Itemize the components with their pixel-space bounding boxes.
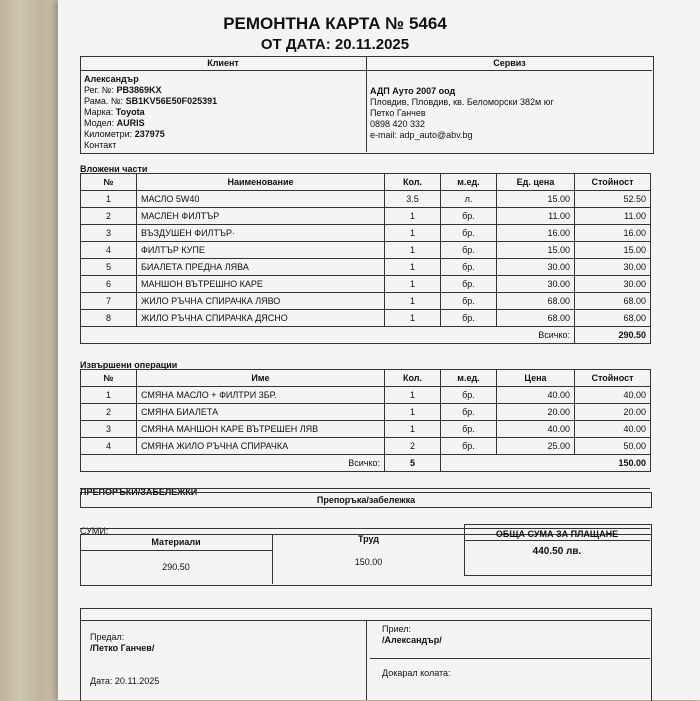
received-block xyxy=(382,624,442,646)
col-header: Наименование xyxy=(137,174,385,191)
row-name: ЖИЛО РЪЧНА СПИРАЧКА ДЯСНО xyxy=(137,310,385,327)
ops-table xyxy=(80,369,651,472)
service-person: Петко Ганчев xyxy=(370,108,426,118)
row-total: 15.00 xyxy=(575,242,651,259)
row-number: 3 xyxy=(81,421,137,438)
row-qty: 1 xyxy=(385,293,441,310)
col-header: Цена xyxy=(497,370,575,387)
handed-label: Предал: xyxy=(90,632,125,642)
row-unit: бр. xyxy=(441,421,497,438)
row-number: 5 xyxy=(81,259,137,276)
table-row xyxy=(81,276,651,293)
sums-section-title: СУМИ: xyxy=(80,526,109,536)
client-reg: Рег. №: PB3869KX xyxy=(84,85,162,95)
row-unit: бр. xyxy=(441,293,497,310)
row-name: СМЯНА МАСЛО + ФИЛТРИ 3БР. xyxy=(137,387,385,404)
row-name: СМЯНА МАНШОН КАРЕ ВЪТРЕШЕН ЛЯВ xyxy=(137,421,385,438)
row-unit: бр. xyxy=(441,387,497,404)
row-price: 15.00 xyxy=(497,191,575,208)
ops-total-value: 150.00 xyxy=(441,455,651,472)
row-name: МАСЛЕН ФИЛТЪР xyxy=(137,208,385,225)
row-number: 7 xyxy=(81,293,137,310)
ops-total-row xyxy=(81,455,651,472)
notes-header: Препоръка/забележка xyxy=(80,492,652,508)
client-brand: Марка: Toyota xyxy=(84,107,145,117)
row-name: ФИЛТЪР КУПЕ xyxy=(137,242,385,259)
signatures-rule xyxy=(80,620,650,621)
row-price: 20.00 xyxy=(497,404,575,421)
client-header: Клиент xyxy=(80,56,367,71)
table-row xyxy=(81,421,651,438)
row-price: 68.00 xyxy=(497,293,575,310)
row-total: 16.00 xyxy=(575,225,651,242)
row-number: 4 xyxy=(81,242,137,259)
client-name: Александър xyxy=(84,74,139,84)
col-header: Кол. xyxy=(385,370,441,387)
row-total: 40.00 xyxy=(575,421,651,438)
client-km: Километри: 237975 xyxy=(84,129,165,139)
row-unit: бр. xyxy=(441,310,497,327)
ops-section-title: Извършени операции xyxy=(80,360,178,370)
col-header: м.ед. xyxy=(441,370,497,387)
service-details xyxy=(370,86,554,141)
col-header: Стойност xyxy=(575,174,651,191)
received-label: Приел: xyxy=(382,624,411,634)
parts-section-title: Вложени части xyxy=(80,164,148,174)
notes-section-title: ПРЕПОРЪКИ/ЗАБЕЛЕЖКИ xyxy=(80,487,198,497)
row-qty: 1 xyxy=(385,208,441,225)
row-qty: 1 xyxy=(385,421,441,438)
row-qty: 3.5 xyxy=(385,191,441,208)
row-price: 11.00 xyxy=(497,208,575,225)
signatures-divider xyxy=(366,620,367,700)
col-header: Име xyxy=(137,370,385,387)
row-unit: л. xyxy=(441,191,497,208)
row-name: ЖИЛО РЪЧНА СПИРАЧКА ЛЯВО xyxy=(137,293,385,310)
row-number: 3 xyxy=(81,225,137,242)
row-total: 20.00 xyxy=(575,404,651,421)
ops-total-qty: 5 xyxy=(385,455,441,472)
document-title: РЕМОНТНА КАРТА № 5464 xyxy=(223,14,447,33)
table-row xyxy=(81,438,651,455)
row-price: 16.00 xyxy=(497,225,575,242)
document-date: ОТ ДАТА: 20.11.2025 xyxy=(260,36,410,53)
row-unit: бр. xyxy=(441,404,497,421)
parts-table xyxy=(80,173,651,344)
row-unit: бр. xyxy=(441,208,497,225)
col-header: Кол. xyxy=(385,174,441,191)
date-label: Дата: 20.11.2025 xyxy=(90,676,160,686)
row-qty: 1 xyxy=(385,242,441,259)
materials-value: 290.50 xyxy=(162,562,190,572)
grand-total-label: ОБЩА СУМА ЗА ПЛАЩАНЕ xyxy=(464,528,650,541)
row-name: МАСЛО 5W40 xyxy=(137,191,385,208)
row-price: 40.00 xyxy=(497,387,575,404)
row-unit: бр. xyxy=(441,438,497,455)
row-qty: 1 xyxy=(385,404,441,421)
handed-block xyxy=(90,632,154,654)
parts-total-label: Всичко: xyxy=(81,327,575,344)
row-qty: 1 xyxy=(385,310,441,327)
client-frame: Рама. №: SB1KV56E50F025391 xyxy=(84,96,218,106)
row-number: 6 xyxy=(81,276,137,293)
col-header: Стойност xyxy=(575,370,651,387)
row-name: СМЯНА ЖИЛО РЪЧНА СПИРАЧКА xyxy=(137,438,385,455)
service-name: АДП Ауто 2007 оод xyxy=(370,86,456,96)
table-row xyxy=(81,225,651,242)
materials-label: Материали xyxy=(80,534,272,551)
delivered-label: Докарал колата: xyxy=(382,668,451,678)
row-qty: 1 xyxy=(385,387,441,404)
received-name: /Александър/ xyxy=(382,635,442,645)
table-row xyxy=(81,404,651,421)
col-header: № xyxy=(81,370,137,387)
row-number: 1 xyxy=(81,191,137,208)
ops-total-label: Всичко: xyxy=(81,455,385,472)
ops-header-row xyxy=(81,370,651,387)
row-unit: бр. xyxy=(441,225,497,242)
row-price: 15.00 xyxy=(497,242,575,259)
row-total: 68.00 xyxy=(575,293,651,310)
row-total: 11.00 xyxy=(575,208,651,225)
service-header: Сервиз xyxy=(367,56,652,71)
row-price: 68.00 xyxy=(497,310,575,327)
col-header: м.ед. xyxy=(441,174,497,191)
client-model: Модел: AURIS xyxy=(84,118,145,128)
table-row xyxy=(81,387,651,404)
notes-rule xyxy=(80,488,650,489)
row-number: 8 xyxy=(81,310,137,327)
row-unit: бр. xyxy=(441,259,497,276)
parts-header-row xyxy=(81,174,651,191)
table-row xyxy=(81,293,651,310)
row-number: 2 xyxy=(81,208,137,225)
col-header: № xyxy=(81,174,137,191)
signatures-rule xyxy=(370,658,650,659)
table-row xyxy=(81,208,651,225)
row-qty: 2 xyxy=(385,438,441,455)
service-email: e-mail: adp_auto@abv.bg xyxy=(370,130,473,140)
table-row xyxy=(81,310,651,327)
service-phone: 0898 420 332 xyxy=(370,119,426,129)
row-qty: 1 xyxy=(385,276,441,293)
row-price: 40.00 xyxy=(497,421,575,438)
table-row xyxy=(81,191,651,208)
row-qty: 1 xyxy=(385,259,441,276)
row-number: 1 xyxy=(81,387,137,404)
parts-total-row xyxy=(81,327,651,344)
handed-name: /Петко Ганчев/ xyxy=(90,643,155,653)
client-details xyxy=(84,74,217,151)
client-service-divider xyxy=(366,70,367,152)
col-header: Ед. цена xyxy=(497,174,575,191)
table-row xyxy=(81,259,651,276)
parts-total-value: 290.50 xyxy=(575,327,651,344)
labor-label: Труд xyxy=(357,534,380,544)
row-name: ВЪЗДУШЕН ФИЛТЪР· xyxy=(137,225,385,242)
client-contact: Контакт xyxy=(84,140,117,150)
row-price: 30.00 xyxy=(497,276,575,293)
row-price: 30.00 xyxy=(497,259,575,276)
row-name: МАНШОН ВЪТРЕШНО КАРЕ xyxy=(137,276,385,293)
row-total: 30.00 xyxy=(575,276,651,293)
row-name: БИАЛЕТА ПРЕДНА ЛЯВА xyxy=(137,259,385,276)
row-number: 2 xyxy=(81,404,137,421)
row-unit: бр. xyxy=(441,276,497,293)
row-total: 68.00 xyxy=(575,310,651,327)
table-row xyxy=(81,242,651,259)
row-total: 30.00 xyxy=(575,259,651,276)
row-qty: 1 xyxy=(385,225,441,242)
row-total: 40.00 xyxy=(575,387,651,404)
row-total: 52.50 xyxy=(575,191,651,208)
row-price: 25.00 xyxy=(497,438,575,455)
row-name: СМЯНА БИАЛЕТА xyxy=(137,404,385,421)
row-unit: бр. xyxy=(441,242,497,259)
row-total: 50.00 xyxy=(575,438,651,455)
row-number: 4 xyxy=(81,438,137,455)
labor-value: 150.00 xyxy=(354,557,383,567)
service-address: Пловдив, Пловдив, кв. Беломорски 382м юг xyxy=(370,97,554,107)
grand-total-value: 440.50 лв. xyxy=(532,546,582,557)
